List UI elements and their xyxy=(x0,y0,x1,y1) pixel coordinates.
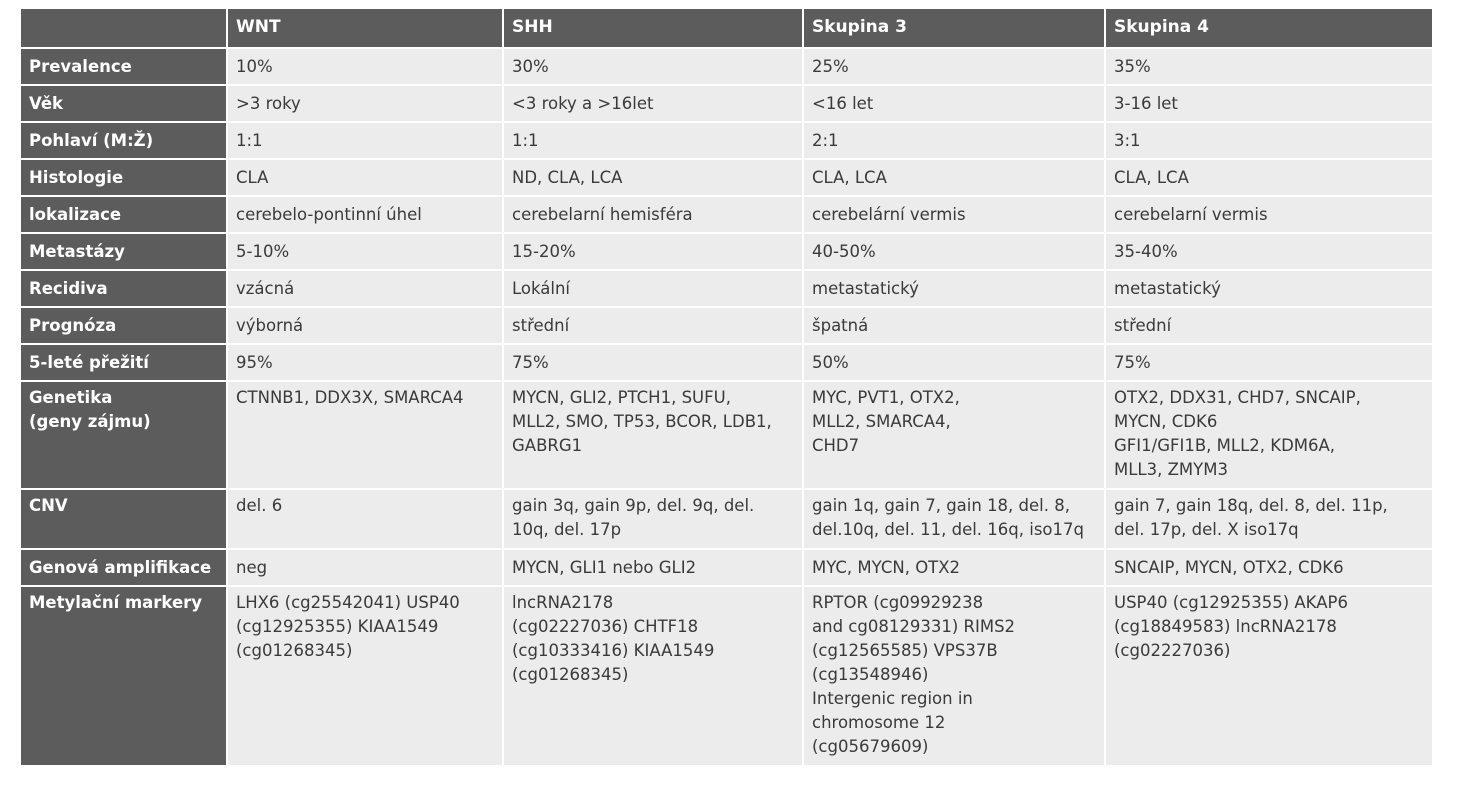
table-row xyxy=(21,197,1432,234)
cell-text-line: 50% xyxy=(812,353,849,372)
cell-shh xyxy=(504,49,804,86)
row-label-line: Histologie xyxy=(29,168,124,187)
table-container xyxy=(21,9,1432,767)
row-label-line: Věk xyxy=(29,94,64,113)
row-label-line: Genová amplifikace xyxy=(29,558,212,577)
cell-text-line: LHX6 (cg25542041) USP40 xyxy=(236,593,460,612)
cell-text-line: metastatický xyxy=(812,279,919,298)
cell-text-line: CLA xyxy=(236,168,269,187)
cell-shh xyxy=(504,123,804,160)
row-label xyxy=(21,490,228,550)
cell-skupina-4 xyxy=(1106,308,1432,345)
cell-text-line: MYCN, CDK6 xyxy=(1114,412,1218,431)
cell-text-line: 75% xyxy=(512,353,549,372)
cell-skupina-3 xyxy=(804,490,1106,550)
row-label-line: Prognóza xyxy=(29,316,117,335)
cell-wnt xyxy=(228,49,504,86)
cell-text-line: CTNNB1, DDX3X, SMARCA4 xyxy=(236,388,464,407)
cell-text-line: 1:1 xyxy=(236,131,263,150)
cell-text-line: (cg10333416) KIAA1549 xyxy=(512,641,715,660)
table-row xyxy=(21,587,1432,767)
cell-text-line: cerebelarní hemisféra xyxy=(512,205,693,224)
table-row xyxy=(21,345,1432,382)
cell-skupina-4 xyxy=(1106,271,1432,308)
row-label xyxy=(21,550,228,587)
cell-text-line: MYC, MYCN, OTX2 xyxy=(812,558,961,577)
cell-wnt xyxy=(228,308,504,345)
cell-skupina-3 xyxy=(804,550,1106,587)
cell-text-line: >3 roky xyxy=(236,94,301,113)
cell-text-line: špatná xyxy=(812,316,869,335)
cell-text-line: 2:1 xyxy=(812,131,839,150)
cell-text-line: 10q, del. 17p xyxy=(512,520,622,539)
table-row xyxy=(21,49,1432,86)
header-skupina-3: Skupina 3 xyxy=(804,9,1106,49)
medulloblastoma-subgroup-table xyxy=(21,9,1432,767)
header-skupina-4: Skupina 4 xyxy=(1106,9,1432,49)
row-label-line: Pohlaví (M:Ž) xyxy=(29,131,154,150)
row-label-line: CNV xyxy=(29,496,68,515)
row-label-line: Metylační markery xyxy=(29,593,203,612)
cell-text-line: del.10q, del. 11, del. 16q, iso17q xyxy=(812,520,1085,539)
header-wnt: WNT xyxy=(228,9,504,49)
cell-text-line: 25% xyxy=(812,57,849,76)
cell-text-line: 95% xyxy=(236,353,273,372)
cell-skupina-3 xyxy=(804,160,1106,197)
row-label xyxy=(21,382,228,490)
cell-skupina-4 xyxy=(1106,86,1432,123)
cell-skupina-4 xyxy=(1106,550,1432,587)
cell-text-line: 15-20% xyxy=(512,242,576,261)
row-label xyxy=(21,308,228,345)
cell-skupina-4 xyxy=(1106,345,1432,382)
cell-shh xyxy=(504,550,804,587)
cell-text-line: del. 17p, del. X iso17q xyxy=(1114,520,1299,539)
cell-text-line: (cg02227036) CHTF18 xyxy=(512,617,699,636)
cell-text-line: vzácná xyxy=(236,279,295,298)
table-row xyxy=(21,550,1432,587)
table-row xyxy=(21,234,1432,271)
cell-wnt xyxy=(228,550,504,587)
cell-skupina-3 xyxy=(804,123,1106,160)
cell-text-line: 3-16 let xyxy=(1114,94,1178,113)
cell-shh xyxy=(504,382,804,490)
cell-text-line: CLA, LCA xyxy=(1114,168,1189,187)
cell-text-line: střední xyxy=(1114,316,1172,335)
cell-text-line: del. 6 xyxy=(236,496,283,515)
cell-text-line: 5-10% xyxy=(236,242,290,261)
cell-skupina-3 xyxy=(804,197,1106,234)
cell-text-line: gain 7, gain 18q, del. 8, del. 11p, xyxy=(1114,496,1388,515)
cell-skupina-3 xyxy=(804,271,1106,308)
cell-wnt xyxy=(228,234,504,271)
cell-skupina-4 xyxy=(1106,587,1432,767)
table-row xyxy=(21,86,1432,123)
table-row xyxy=(21,308,1432,345)
cell-text-line: (cg12565585) VPS37B xyxy=(812,641,998,660)
cell-skupina-3 xyxy=(804,49,1106,86)
cell-text-line: MYC, PVT1, OTX2, xyxy=(812,388,960,407)
row-label-line: lokalizace xyxy=(29,205,122,224)
cell-text-line: neg xyxy=(236,558,268,577)
table-body xyxy=(21,49,1432,767)
cell-text-line: 75% xyxy=(1114,353,1151,372)
row-label xyxy=(21,123,228,160)
row-label-line: Metastázy xyxy=(29,242,125,261)
cell-wnt xyxy=(228,160,504,197)
cell-skupina-4 xyxy=(1106,123,1432,160)
cell-wnt xyxy=(228,490,504,550)
table-row xyxy=(21,160,1432,197)
row-label xyxy=(21,160,228,197)
row-label xyxy=(21,271,228,308)
cell-text-line: USP40 (cg12925355) AKAP6 xyxy=(1114,593,1348,612)
cell-text-line: CLA, LCA xyxy=(812,168,887,187)
cell-text-line: (cg02227036) xyxy=(1114,641,1231,660)
cell-skupina-4 xyxy=(1106,197,1432,234)
row-label xyxy=(21,587,228,767)
cell-text-line: střední xyxy=(512,316,570,335)
table-header xyxy=(21,9,1432,49)
cell-text-line: 3:1 xyxy=(1114,131,1141,150)
cell-skupina-3 xyxy=(804,587,1106,767)
row-label-line: Prevalence xyxy=(29,57,132,76)
cell-text-line: 30% xyxy=(512,57,549,76)
row-label xyxy=(21,234,228,271)
row-label xyxy=(21,345,228,382)
cell-text-line: 35-40% xyxy=(1114,242,1178,261)
cell-shh xyxy=(504,197,804,234)
cell-skupina-4 xyxy=(1106,234,1432,271)
cell-skupina-3 xyxy=(804,382,1106,490)
cell-text-line: SNCAIP, MYCN, OTX2, CDK6 xyxy=(1114,558,1344,577)
table-row xyxy=(21,271,1432,308)
cell-shh xyxy=(504,490,804,550)
cell-wnt xyxy=(228,197,504,234)
cell-text-line: and cg08129331) RIMS2 xyxy=(812,617,1016,636)
cell-text-line: OTX2, DDX31, CHD7, SNCAIP, xyxy=(1114,388,1361,407)
header-row xyxy=(21,9,1432,49)
header-corner xyxy=(21,9,228,49)
cell-text-line: gain 1q, gain 7, gain 18, del. 8, xyxy=(812,496,1070,515)
cell-wnt xyxy=(228,123,504,160)
cell-skupina-4 xyxy=(1106,382,1432,490)
cell-text-line: GFI1/GFI1B, MLL2, KDM6A, xyxy=(1114,436,1336,455)
cell-skupina-4 xyxy=(1106,160,1432,197)
cell-skupina-3 xyxy=(804,308,1106,345)
cell-text-line: <3 roky a >16let xyxy=(512,94,654,113)
cell-shh xyxy=(504,308,804,345)
cell-text-line: 1:1 xyxy=(512,131,539,150)
row-label-line: Genetika xyxy=(29,388,113,407)
cell-text-line: cerebelární vermis xyxy=(812,205,966,224)
cell-text-line: MLL3, ZMYM3 xyxy=(1114,460,1228,479)
cell-text-line: GABRG1 xyxy=(512,436,583,455)
cell-text-line: cerebelarní vermis xyxy=(1114,205,1268,224)
cell-shh xyxy=(504,271,804,308)
cell-text-line: gain 3q, gain 9p, del. 9q, del. xyxy=(512,496,755,515)
header-shh: SHH xyxy=(504,9,804,49)
row-label-line: (geny zájmu) xyxy=(29,412,151,431)
cell-text-line: (cg13548946) xyxy=(812,665,929,684)
cell-text-line: (cg01268345) xyxy=(236,641,353,660)
cell-text-line: cerebelo-pontinní úhel xyxy=(236,205,422,224)
cell-text-line: <16 let xyxy=(812,94,874,113)
table-row xyxy=(21,490,1432,550)
cell-text-line: MYCN, GLI1 nebo GLI2 xyxy=(512,558,697,577)
cell-text-line: 40-50% xyxy=(812,242,876,261)
cell-skupina-3 xyxy=(804,86,1106,123)
table-row xyxy=(21,123,1432,160)
cell-text-line: metastatický xyxy=(1114,279,1221,298)
cell-text-line: výborná xyxy=(236,316,304,335)
cell-shh xyxy=(504,587,804,767)
cell-text-line: (cg05679609) xyxy=(812,737,929,756)
cell-shh xyxy=(504,345,804,382)
cell-wnt xyxy=(228,587,504,767)
cell-wnt xyxy=(228,345,504,382)
cell-skupina-4 xyxy=(1106,490,1432,550)
cell-text-line: (cg01268345) xyxy=(512,665,629,684)
cell-wnt xyxy=(228,382,504,490)
cell-shh xyxy=(504,160,804,197)
cell-text-line: ND, CLA, LCA xyxy=(512,168,623,187)
cell-text-line: lncRNA2178 xyxy=(512,593,614,612)
cell-text-line: MYCN, GLI2, PTCH1, SUFU, xyxy=(512,388,731,407)
row-label xyxy=(21,86,228,123)
cell-skupina-3 xyxy=(804,234,1106,271)
cell-text-line: (cg12925355) KIAA1549 xyxy=(236,617,439,636)
cell-text-line: CHD7 xyxy=(812,436,860,455)
cell-shh xyxy=(504,234,804,271)
cell-wnt xyxy=(228,86,504,123)
cell-text-line: chromosome 12 xyxy=(812,713,946,732)
cell-shh xyxy=(504,86,804,123)
cell-text-line: Lokální xyxy=(512,279,570,298)
cell-wnt xyxy=(228,271,504,308)
row-label xyxy=(21,49,228,86)
cell-skupina-3 xyxy=(804,345,1106,382)
cell-text-line: Intergenic region in xyxy=(812,689,973,708)
table-row xyxy=(21,382,1432,490)
row-label-line: Recidiva xyxy=(29,279,108,298)
cell-text-line: RPTOR (cg09929238 xyxy=(812,593,984,612)
cell-text-line: (cg18849583) lncRNA2178 xyxy=(1114,617,1337,636)
cell-skupina-4 xyxy=(1106,49,1432,86)
cell-text-line: 10% xyxy=(236,57,273,76)
cell-text-line: MLL2, SMO, TP53, BCOR, LDB1, xyxy=(512,412,772,431)
row-label-line: 5-leté přežití xyxy=(29,353,149,372)
cell-text-line: MLL2, SMARCA4, xyxy=(812,412,951,431)
row-label xyxy=(21,197,228,234)
cell-text-line: 35% xyxy=(1114,57,1151,76)
